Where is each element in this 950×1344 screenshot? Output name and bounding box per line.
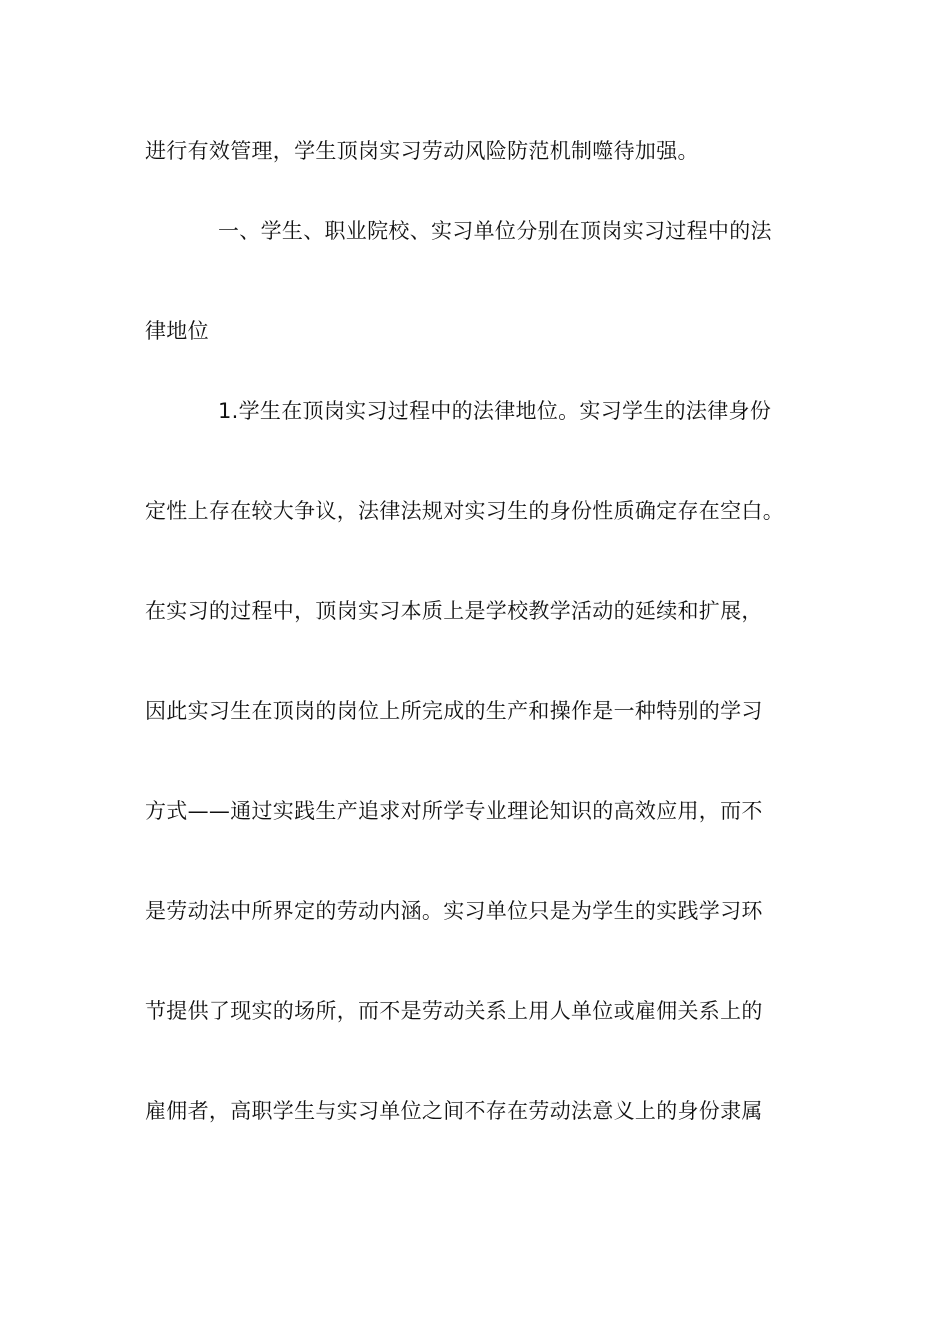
section-heading-line: 律地位 — [145, 319, 209, 343]
section-heading-line: 一、学生、职业院校、实习单位分别在顶岗实习过程中的法 — [218, 219, 772, 243]
paragraph-line: 因此实习生在顶岗的岗位上所完成的生产和操作是一种特别的学习 — [145, 699, 763, 723]
paragraph-line: 在实习的过程中，顶岗实习本质上是学校教学活动的延续和扩展， — [145, 599, 763, 623]
subsection-heading-line: 1.学生在顶岗实习过程中的法律地位。实习学生的法律身份 — [218, 399, 772, 423]
paragraph-line: 是劳动法中所界定的劳动内涵。实习单位只是为学生的实践学习环 — [145, 899, 763, 923]
paragraph-line: 雇佣者，高职学生与实习单位之间不存在劳动法意义上的身份隶属 — [145, 1099, 763, 1123]
paragraph-line: 进行有效管理，学生顶岗实习劳动风险防范机制噬待加强。 — [145, 139, 699, 163]
paragraph-line: 节提供了现实的场所，而不是劳动关系上用人单位或雇佣关系上的 — [145, 999, 763, 1023]
paragraph-line: 定性上存在较大争议，法律法规对实习生的身份性质确定存在空白。 — [145, 499, 784, 523]
paragraph-line: 方式——通过实践生产追求对所学专业理论知识的高效应用，而不 — [145, 799, 763, 823]
